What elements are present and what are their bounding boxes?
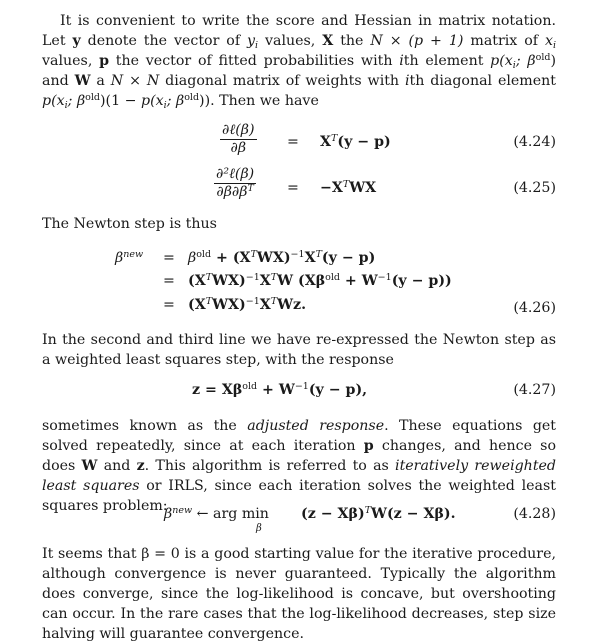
eq426-equals-2: = bbox=[163, 273, 175, 289]
equation-4-26 bbox=[42, 248, 556, 318]
eq426-lhs: $\beta^{new}$ bbox=[115, 249, 144, 266]
paragraph-irls: sometimes known as the adjusted response. These equations get solved repeatedly, since at each iteration p changes, and hence so does W and z. This algorithm is referred to as iteratively reweighted least squares or IRLS, since each iteration solves the weighted least squares problem: bbox=[42, 418, 557, 514]
eq424-label: (4.24) bbox=[513, 134, 556, 150]
eq426-line-2: $(X^TWX)^{-1}X^TW$ $(X\beta^{old} + W^{-1}(y - p))$ bbox=[188, 272, 452, 289]
eq425-rhs: $-X^TWX$ bbox=[320, 179, 377, 196]
eq428-argmin-subscript: β bbox=[256, 523, 262, 534]
eq427-body: $z = X\beta^{old} + W^{-1}(y - p)$, bbox=[192, 381, 368, 398]
eq425-equals: = bbox=[287, 180, 299, 196]
eq426-equals-3: = bbox=[163, 297, 175, 313]
eq428-label: (4.28) bbox=[513, 506, 556, 522]
eq426-label: (4.26) bbox=[513, 300, 556, 316]
eq425-label: (4.25) bbox=[513, 180, 556, 196]
equation-4-25 bbox=[42, 166, 556, 208]
equation-4-28 bbox=[42, 504, 556, 534]
paragraph-weighted-least-squares: In the second and third line we have re-expressed the Newton step as a weighted least squares step, with the response bbox=[42, 332, 556, 368]
eq426-equals-1: = bbox=[163, 250, 175, 266]
equation-4-24 bbox=[42, 122, 556, 162]
eq425-lhs-fraction: ∂²ℓ(β) $\partial\beta\partial\beta^T$ bbox=[216, 166, 255, 200]
newton-step-intro: The Newton step is thus bbox=[42, 216, 217, 232]
equation-4-27 bbox=[42, 380, 556, 402]
eq424-equals: = bbox=[287, 134, 299, 150]
eq428-rhs: $(z - X\beta)^TW(z - X\beta)$. bbox=[301, 505, 456, 522]
eq428-body: $\beta^{new}$ ← arg min bbox=[164, 505, 269, 522]
eq426-line-3: $(X^TWX)^{-1}X^TWz$. bbox=[188, 296, 307, 313]
eq424-lhs-fraction: ∂ℓ(β) ∂β bbox=[222, 122, 255, 156]
paragraph-convergence: It seems that β = 0 is a good starting value for the iterative procedure, although convergence is never guaranteed. Typically the algorithm does converge, since the log-likelihood is concave, but overshooting can occur. In the rare cases that the log-likelihood decreases, step size halving will guarantee convergence. bbox=[42, 546, 556, 642]
eq424-rhs: $X^T(y - p)$ bbox=[320, 133, 391, 150]
paragraph-matrix-notation: It is convenient to write the score and Hessian in matrix notation. Let y denote the vector of $y_i$ values, X the N × (p + 1) matrix of $x_i$ values, p the vector of fitted probabilities with ith element $p(x_i$; $\beta^{old}$) and W a N × N diagonal matrix of weights with ith diagonal element $p(x_i$; $\beta^{old})(1 - p(x_i$; $\beta^{old}$)). Then we have bbox=[42, 13, 556, 111]
eq427-label: (4.27) bbox=[513, 382, 556, 398]
eq426-line-1: $\beta^{old} + (X^TWX)^{-1}X^T(y - p)$ bbox=[188, 249, 376, 266]
